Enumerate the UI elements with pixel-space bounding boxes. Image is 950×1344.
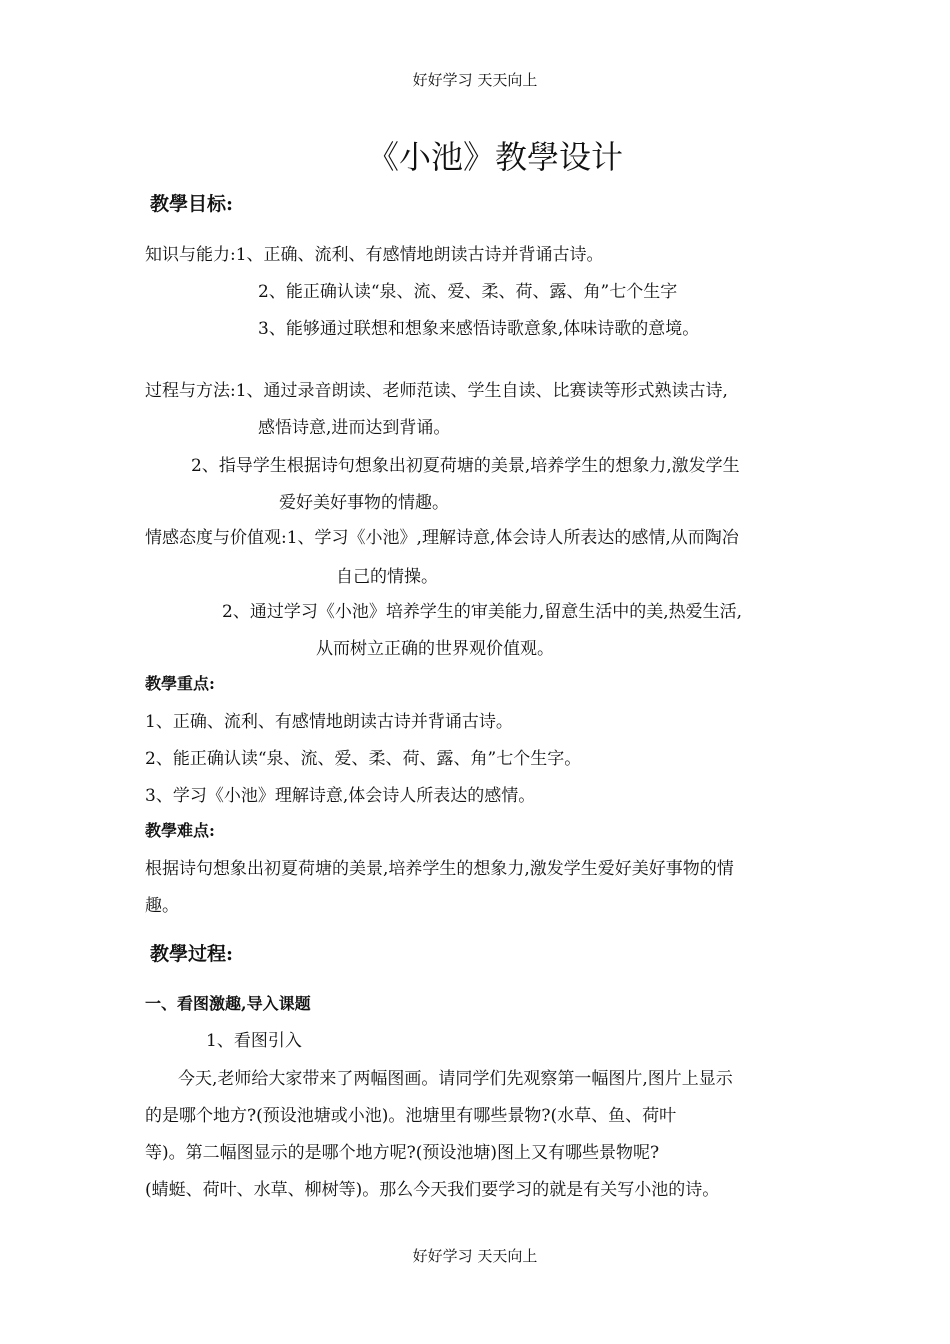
- objectives-heading: 教學目标:: [150, 193, 234, 215]
- paragraph-line-2: 的是哪个地方?(预设池塘或小池)。池塘里有哪些景物?(水草、鱼、荷叶: [145, 1106, 677, 1126]
- difficulties-heading: 教學难点:: [145, 821, 215, 840]
- emotion-line-3: 2、通过学习《小池》培养学生的审美能力,留意生活中的美,热爱生活,: [222, 602, 743, 622]
- emotion-line-1: 情感态度与价值观:1、学习《小池》,理解诗意,体会诗人所表达的感情,从而陶冶: [145, 528, 739, 548]
- difficulties-line-1: 根据诗句想象出初夏荷塘的美景,培养学生的想象力,激发学生爱好美好事物的情: [145, 859, 734, 879]
- process-line-3: 2、指导学生根据诗句想象出初夏荷塘的美景,培养学生的想象力,激发学生: [191, 456, 740, 476]
- document-title: 《小池》教學设计: [366, 138, 623, 176]
- process-line-1: 过程与方法:1、通过录音朗读、老师范读、学生自读、比赛读等形式熟读古诗,: [145, 381, 728, 401]
- section-1-subheading: 1、看图引入: [206, 1031, 302, 1051]
- knowledge-line-2: 2、能正确认读“泉、流、爱、柔、荷、露、角”七个生字: [258, 282, 678, 302]
- key-point-1: 1、正确、流利、有感情地朗读古诗并背诵古诗。: [145, 712, 513, 732]
- key-point-3: 3、学习《小池》理解诗意,体会诗人所表达的感情。: [145, 786, 536, 806]
- emotion-line-4: 从而树立正确的世界观价值观。: [316, 639, 554, 659]
- process-line-2: 感悟诗意,进而达到背诵。: [258, 418, 451, 438]
- process-heading: 教學过程:: [150, 943, 234, 965]
- key-point-2: 2、能正确认读“泉、流、爱、柔、荷、露、角”七个生字。: [145, 749, 582, 769]
- paragraph-line-3: 等)。第二幅图显示的是哪个地方呢?(预设池塘)图上又有哪些景物呢?: [145, 1143, 660, 1163]
- paragraph-line-1: 今天,老师给大家带来了两幅图画。请同学们先观察第一幅图片,图片上显示: [178, 1069, 733, 1089]
- knowledge-line-1: 知识与能力:1、正确、流利、有感情地朗读古诗并背诵古诗。: [145, 245, 604, 265]
- page-header: 好好学习 天天向上: [412, 71, 538, 89]
- paragraph-line-4: (蜻蜓、荷叶、水草、柳树等)。那么今天我们要学习的就是有关写小池的诗。: [145, 1180, 720, 1200]
- difficulties-line-2: 趣。: [145, 896, 179, 916]
- emotion-line-2: 自己的情操。: [336, 567, 438, 587]
- section-1-heading: 一、看图激趣,导入课题: [145, 994, 311, 1013]
- process-line-4: 爱好美好事物的情趣。: [279, 493, 449, 513]
- knowledge-line-3: 3、能够通过联想和想象来感悟诗歌意象,体味诗歌的意境。: [258, 319, 700, 339]
- key-points-heading: 教學重点:: [145, 674, 215, 693]
- page-footer: 好好学习 天天向上: [412, 1247, 538, 1265]
